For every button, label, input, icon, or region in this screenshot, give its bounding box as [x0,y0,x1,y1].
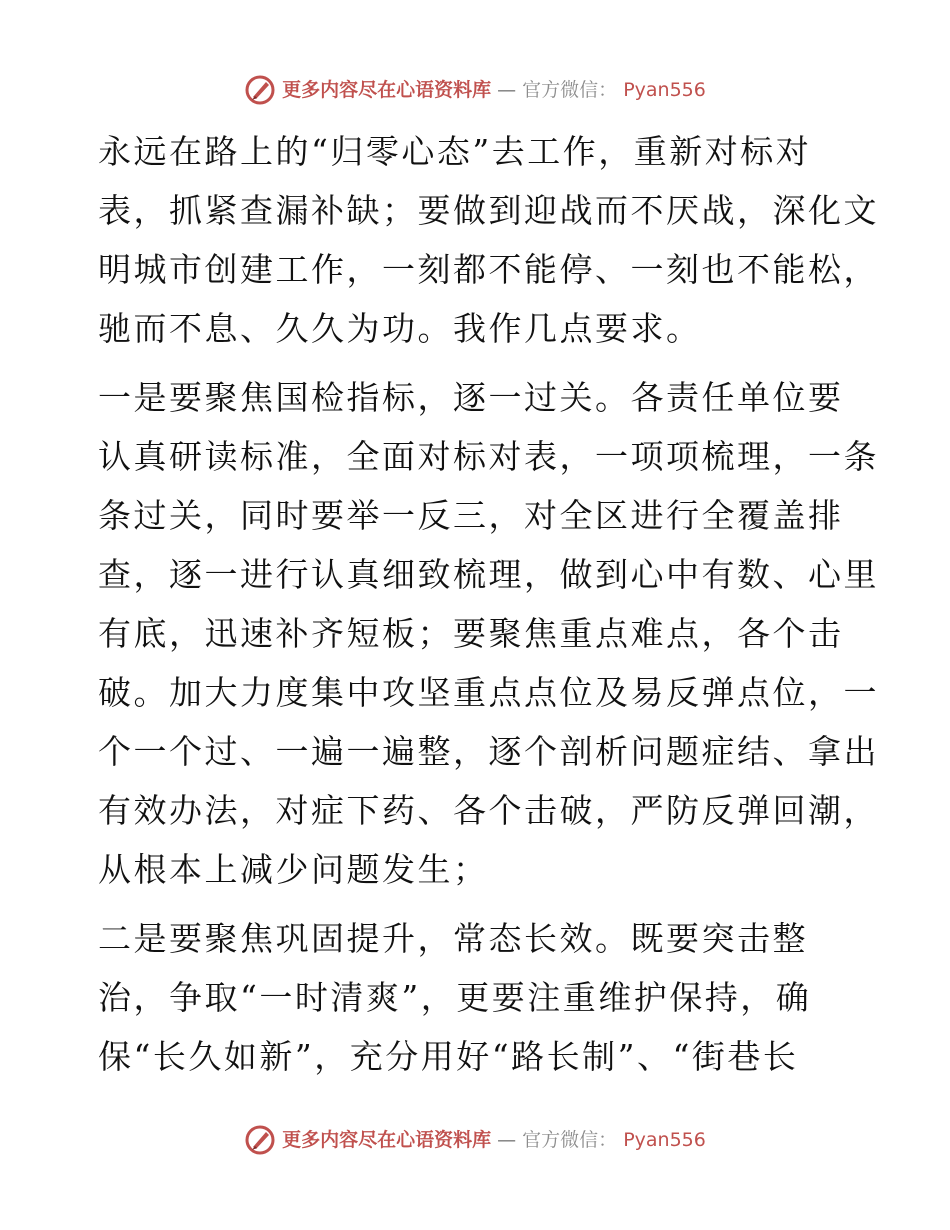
text-line: 破。加大力度集中攻坚重点点位及易反弹点位，一 [98,673,879,712]
document-body [98,122,879,1086]
watermark-account: Pyan556 [623,1129,706,1151]
text-line: 二是要聚焦巩固提升，常态长效。既要突击整 [98,919,808,958]
text-line: 表，抓紧查漏补缺；要做到迎战而不厌战，深化文 [98,191,879,230]
text-line: 明城市创建工作，一刻都不能停、一刻也不能松， [98,250,879,289]
header-watermark [0,72,950,108]
text-line: 认真研读标准，全面对标对表，一项项梳理，一条 [98,437,879,476]
watermark-official-label: 官方微信： [522,1129,618,1151]
text-line: 从根本上减少问题发生； [98,850,489,889]
paragraph-3 [98,909,858,1086]
footer-watermark [0,1122,950,1158]
text-line: 有效办法，对症下药、各个击破，严防反弹回潮， [98,791,879,830]
text-line: 个一个过、一遍一遍整，逐个剖析问题症结、拿出 [98,732,879,771]
text-line: 保“长久如新”，充分用好“路长制”、“街巷长 [98,1037,799,1076]
paragraph-1 [98,122,879,358]
logo-icon [244,1124,276,1156]
logo-icon [244,74,276,106]
text-line: 条过关，同时要举一反三，对全区进行全覆盖排 [98,496,844,535]
text-line: 查，逐一进行认真细致梳理，做到心中有数、心里 [98,555,879,594]
watermark-account: Pyan556 [623,79,706,101]
text-line: 永远在路上的“归零心态”去工作，重新对标对 [98,132,812,171]
paragraph-2 [98,368,879,899]
watermark-separator: — [497,1129,517,1151]
watermark-official-label: 官方微信： [522,79,618,101]
watermark-separator: — [497,79,517,101]
watermark-site-text: 更多内容尽在心语资料库 [282,1129,492,1151]
text-line: 一是要聚焦国检指标，逐一过关。各责任单位要 [98,378,844,417]
text-line: 有底，迅速补齐短板；要聚焦重点难点，各个击 [98,614,844,653]
watermark-site-text: 更多内容尽在心语资料库 [282,79,492,101]
text-line: 治，争取“一时清爽”，更要注重维护保持，确 [98,978,812,1017]
text-line: 驰而不息、久久为功。我作几点要求。 [98,309,702,348]
